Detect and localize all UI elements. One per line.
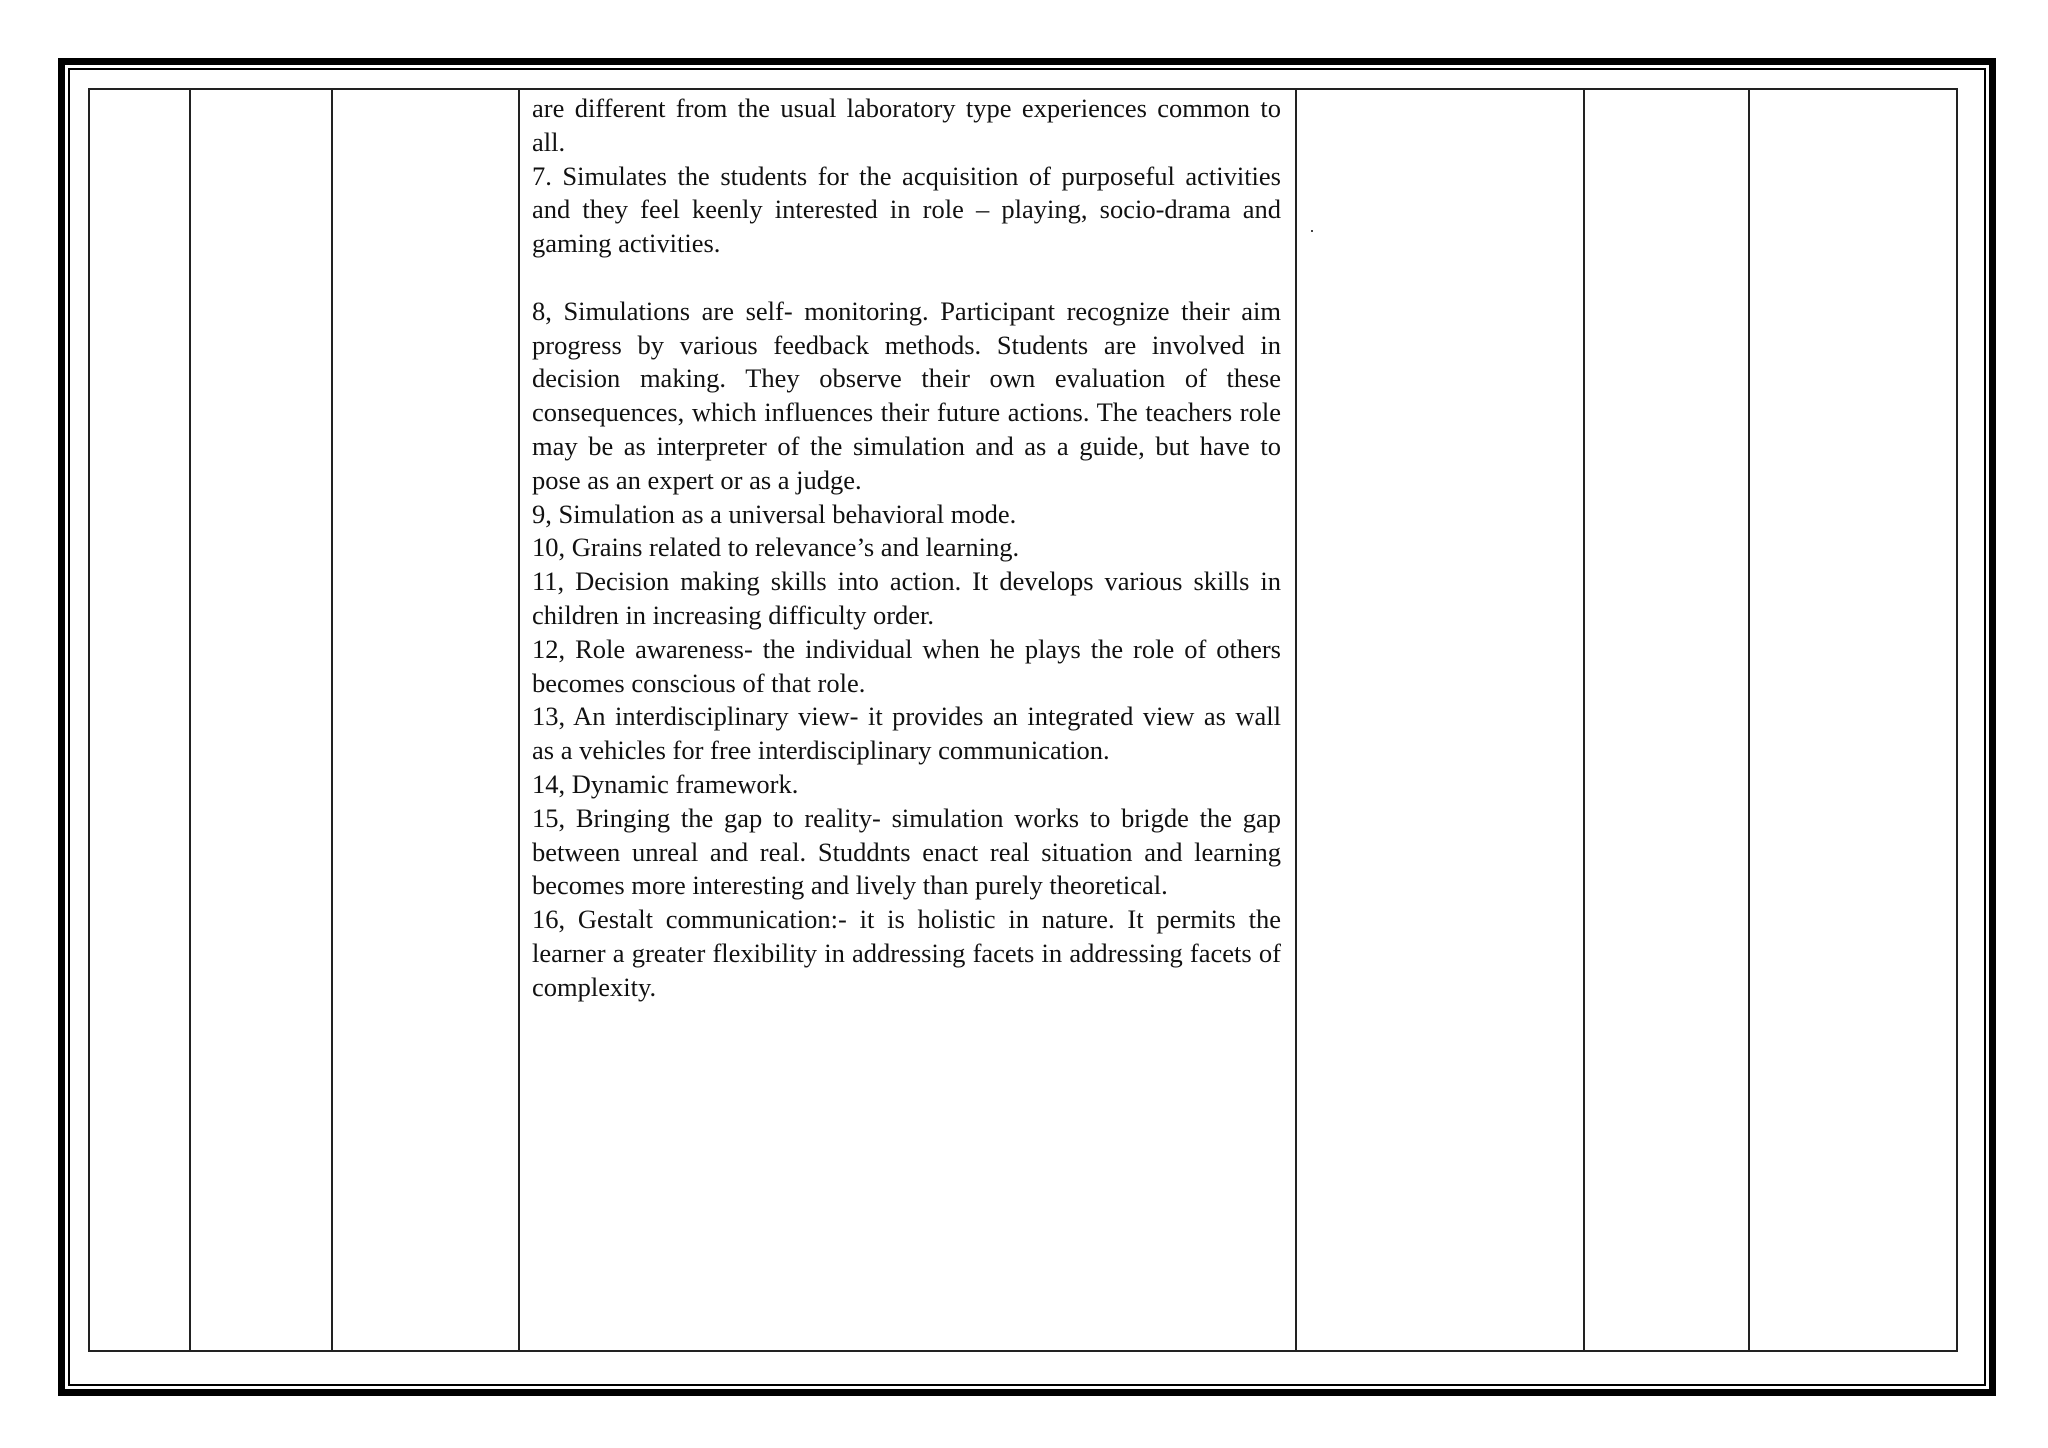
paragraph-item-14: 14, Dynamic framework.	[532, 768, 799, 799]
stray-dot-mark	[1311, 230, 1313, 232]
paragraph-item-13: 13, An interdisciplinary view- it provides an integrated view as wall as a vehicles for free interdisciplinary communication.	[532, 701, 1281, 766]
table-row	[89, 89, 1957, 1351]
paragraph-item-15: 15, Bringing the gap to reality- simulation works to brigde the gap between unreal and real. Studdnts enact real situation and learning becomes more interesting and lively than purely theoretical.	[532, 802, 1281, 901]
paragraph-item-12: 12, Role awareness- the individual when he plays the role of others becomes conscious of that role.	[532, 633, 1281, 698]
table-cell-col-7	[1749, 89, 1957, 1351]
paragraph-item-10: 10, Grains related to relevance’s and learning.	[532, 532, 1020, 563]
table-cell-col-6	[1584, 89, 1749, 1351]
document-table	[88, 88, 1958, 1352]
paragraph-item-16: 16, Gestalt communication:- it is holistic in nature. It permits the learner a greater flexibility in addressing facets in addressing facets of complexity.	[532, 904, 1281, 1002]
paragraph-item-11: 11, Decision making skills into action. It develops various skills in children in increasing difficulty order.	[532, 566, 1281, 630]
table-cell-content	[519, 89, 1296, 1351]
table-cell-col-2	[190, 89, 332, 1351]
paragraph-item-8: 8, Simulations are self- monitoring. Participant recognize their aim progress by various feedback methods. Students are involved in decision making. They observe their own evaluation of these consequences, which influences their future actions. The teachers role may be as interpreter of the simulation and as a guide, but have to pose as an expert or as a judge.	[532, 295, 1281, 495]
table-cell-col-1	[89, 89, 190, 1351]
paragraph-item-9: 9, Simulation as a universal behavioral mode.	[532, 498, 1017, 529]
paragraph-continuation: are different from the usual laboratory type experiences common to all.	[532, 93, 1281, 157]
table-cell-col-3	[332, 89, 519, 1351]
paragraph-item-7: 7. Simulates the students for the acquisition of purposeful activities and they feel keenly interested in role – playing, socio-drama and gaming activities.	[532, 160, 1281, 259]
table-cell-col-5	[1296, 89, 1584, 1351]
